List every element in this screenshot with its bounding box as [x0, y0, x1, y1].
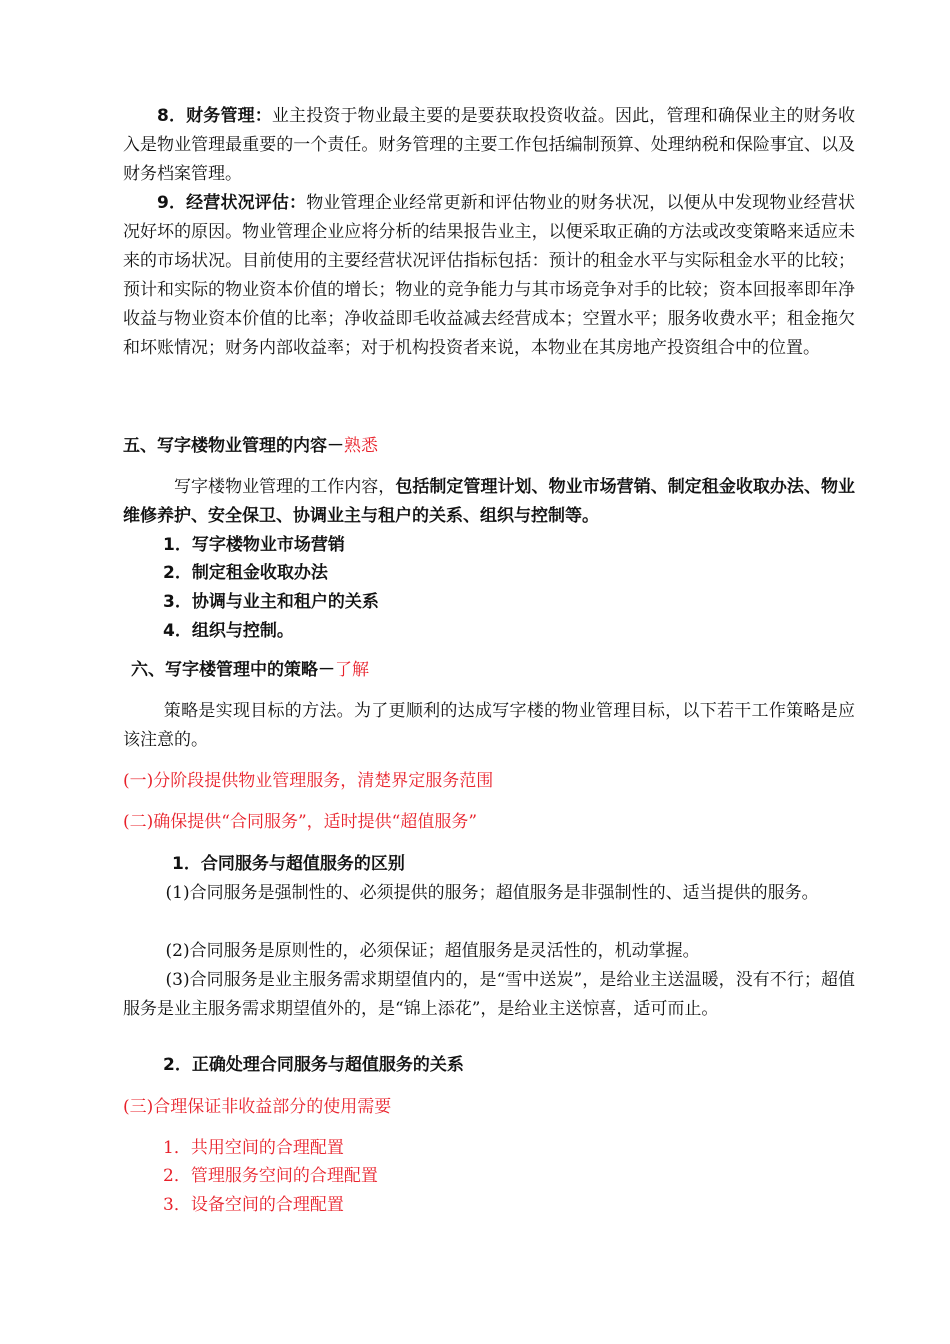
- sub-heading-1: (一)分阶段提供物业管理服务，清楚界定服务范围: [123, 771, 494, 791]
- section-6-heading: [131, 656, 369, 685]
- sub-2-heading-1: 1．合同服务与超值服务的区别: [172, 854, 405, 874]
- point-2: (2)合同服务是原则性的，必须保证；超值服务是灵活性的，机动掌握。: [165, 941, 700, 961]
- point-3: (3)合同服务是业主服务需求期望值内的，是“雪中送炭”，是给业主送温暖，没有不行；超值服务是业主服务需求期望值外的，是“锦上添花”，是给业主送惊喜，适可而止。: [123, 970, 855, 1019]
- section-5-intro-bold: 包括制定管理计划、物业市场营销、制定租金收取办法、物业维修养护、安全保卫、协调业主与租户的关系、组织与控制等。: [123, 477, 856, 526]
- section-5-item-2: 2．制定租金收取办法: [163, 563, 328, 583]
- section-5-heading: [123, 432, 378, 461]
- section-6-tag: 了解: [335, 660, 369, 680]
- section-5-tag: 熟悉: [344, 436, 378, 456]
- sub-3-item-3: 3．设备空间的合理配置: [163, 1195, 344, 1215]
- item-8-label: 8．财务管理：: [157, 106, 272, 126]
- section-5-item-1: 1．写字楼物业市场营销: [163, 535, 345, 555]
- section-5-item-4: 4．组织与控制。: [163, 621, 294, 641]
- section-6-title: 六、写字楼管理中的策略－: [131, 660, 335, 680]
- section-5-intro-plain: 写字楼物业管理的工作内容，: [174, 477, 396, 497]
- item-9-label: 9．经营状况评估：: [157, 193, 307, 213]
- point-1: (1)合同服务是强制性的、必须提供的服务；超值服务是非强制性的、适当提供的服务。: [165, 883, 819, 903]
- item-9-paragraph: [123, 189, 855, 363]
- item-9-text: 物业管理企业经常更新和评估物业的财务状况，以便从中发现物业经营状况好坏的原因。物业管理企业应将分析的结果报告业主，以便采取正确的方法或改变策略来适应未来的市场状况。目前使用的主要经营状况评估指标包括：预计的租金水平与实际租金水平的比较；预计和实际的物业资本价值的增长；物业的竞争能力与其市场竞争对手的比较；资本回报率即年净收益与物业资本价值的比率；净收益即毛收益减去经营成本；空置水平；服务收费水平；租金拖欠和坏账情况；财务内部收益率；对于机构投资者来说，本物业在其房地产投资组合中的位置。: [123, 193, 855, 358]
- sub-heading-2: (二)确保提供“合同服务”，适时提供“超值服务”: [123, 812, 478, 832]
- item-8-text: 业主投资于物业最主要的是要获取投资收益。因此，管理和确保业主的财务收入是物业管理最重要的一个责任。财务管理的主要工作包括编制预算、处理纳税和保险事宜、以及财务档案管理。: [123, 106, 855, 184]
- item-8-paragraph: [123, 102, 855, 189]
- sub-heading-3: (三)合理保证非收益部分的使用需要: [123, 1097, 392, 1117]
- section-6-intro: 策略是实现目标的方法。为了更顺利的达成写字楼的物业管理目标，以下若干工作策略是应该注意的。: [123, 701, 855, 750]
- section-5-intro: [123, 473, 855, 531]
- sub-3-item-1: 1．共用空间的合理配置: [163, 1138, 344, 1158]
- section-5-title: 五、写字楼物业管理的内容－: [123, 436, 344, 456]
- section-5-item-3: 3．协调与业主和租户的关系: [163, 592, 379, 612]
- sub-3-item-2: 2．管理服务空间的合理配置: [163, 1166, 378, 1186]
- sub-2-heading-2: 2．正确处理合同服务与超值服务的关系: [163, 1055, 464, 1075]
